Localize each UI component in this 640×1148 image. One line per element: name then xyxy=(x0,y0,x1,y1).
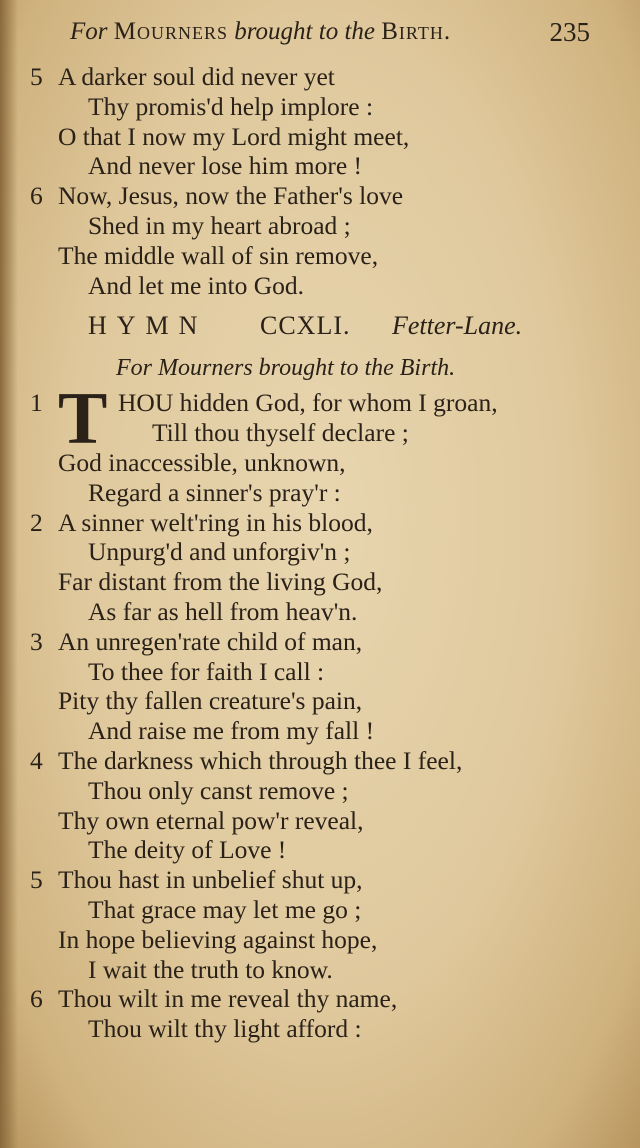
verse-text: In hope believing against hope, xyxy=(58,924,378,954)
hymn-word: HYMN xyxy=(88,311,208,341)
stanza-number: 4 xyxy=(30,745,43,775)
stanza-number: 1 xyxy=(30,388,43,418)
verse-text: Thou hast in unbelief shut up, xyxy=(58,865,363,895)
verse-text: God inaccessible, unknown, xyxy=(58,447,346,477)
verse-text: A darker soul did never yet xyxy=(58,62,335,91)
verse-line xyxy=(0,181,640,211)
verse-line xyxy=(0,597,640,627)
page-text xyxy=(0,62,640,1044)
verse-text: Thou only canst remove ; xyxy=(88,775,349,805)
stanza-number: 6 xyxy=(30,984,43,1014)
verse-text: I wait the truth to know. xyxy=(88,954,333,984)
header-brought: brought to the xyxy=(234,18,375,45)
verse-text: Till thou thyself declare ; xyxy=(152,418,409,448)
verse-line xyxy=(0,241,640,271)
verse-line xyxy=(0,122,640,152)
header-for: For xyxy=(70,18,108,45)
verse-text: And let me into God. xyxy=(88,270,305,300)
verse-text: As far as hell from heav'n. xyxy=(88,596,358,626)
verse-text: O that I now my Lord might meet, xyxy=(58,121,410,151)
stanza-number: 2 xyxy=(30,507,43,537)
verse-text: That grace may let me go ; xyxy=(88,894,362,924)
drop-cap: T xyxy=(58,378,108,461)
verse-line xyxy=(0,686,640,716)
verse-line xyxy=(0,1014,640,1044)
verse-text: Unpurg'd and unforgiv'n ; xyxy=(88,537,351,567)
verse-line xyxy=(0,955,640,985)
verse-line xyxy=(0,271,640,301)
stanza-number: 3 xyxy=(30,626,43,656)
stanza-number: 6 xyxy=(30,181,43,211)
page-number: 235 xyxy=(549,17,590,47)
running-header xyxy=(70,12,590,52)
verse-line xyxy=(0,92,640,122)
verse-text: Thou wilt in me reveal thy name, xyxy=(58,984,398,1014)
verse-text: HOU hidden God, for whom I groan, xyxy=(118,388,498,418)
verse-line xyxy=(0,746,640,776)
verse-line xyxy=(0,865,640,895)
verse-text: And raise me from my fall ! xyxy=(88,716,375,746)
verse-text: Thy promis'd help implore : xyxy=(88,91,374,121)
stanza-number: 5 xyxy=(30,62,43,91)
header-birth: Birth. xyxy=(381,18,452,45)
stanza-number: 5 xyxy=(30,865,43,895)
verse-text: Thou wilt thy light afford : xyxy=(88,1014,362,1044)
verse-text: Regard a sinner's pray'r : xyxy=(88,477,341,507)
verse-text: To thee for faith I call : xyxy=(88,656,325,686)
verse-line xyxy=(0,984,640,1014)
verse-line xyxy=(0,627,640,657)
verse-text: And never lose him more ! xyxy=(88,151,363,181)
verse-line xyxy=(0,567,640,597)
verse-line xyxy=(0,925,640,955)
verse-line xyxy=(0,716,640,746)
hymn-number: CCXLI. xyxy=(260,311,351,341)
verse-line xyxy=(0,806,640,836)
verse-text: The middle wall of sin remove, xyxy=(58,240,379,270)
verse-text: Now, Jesus, now the Father's love xyxy=(58,181,404,211)
verse-text: A sinner welt'ring in his blood, xyxy=(58,507,373,537)
verse-text: Pity thy fallen creature's pain, xyxy=(58,686,363,716)
verse-line xyxy=(0,62,640,92)
hymn-subtitle-text: For Mourners brought to the Birth. xyxy=(116,355,456,382)
verse-line xyxy=(0,835,640,865)
verse-line xyxy=(0,537,640,567)
verse-text: An unregen'rate child of man, xyxy=(58,626,363,656)
verse-line xyxy=(0,776,640,806)
verse-line xyxy=(0,895,640,925)
verse-line xyxy=(0,151,640,181)
verse-text: Far distant from the living God, xyxy=(58,567,383,597)
hymn-heading xyxy=(0,304,640,348)
header-mourners: Mourners xyxy=(113,18,228,45)
verse-line xyxy=(0,478,640,508)
hymn-tune: Fetter-Lane. xyxy=(392,311,523,341)
verse-line xyxy=(0,448,640,478)
verse-text: Thy own eternal pow'r reveal, xyxy=(58,805,364,835)
verse-text: The darkness which through thee I feel, xyxy=(58,745,463,775)
verse-text: Shed in my heart abroad ; xyxy=(88,210,351,240)
verse-line xyxy=(0,211,640,241)
verse-line xyxy=(0,657,640,687)
verse-text: The deity of Love ! xyxy=(88,835,287,865)
verse-line xyxy=(0,508,640,538)
verse-line xyxy=(0,418,640,448)
